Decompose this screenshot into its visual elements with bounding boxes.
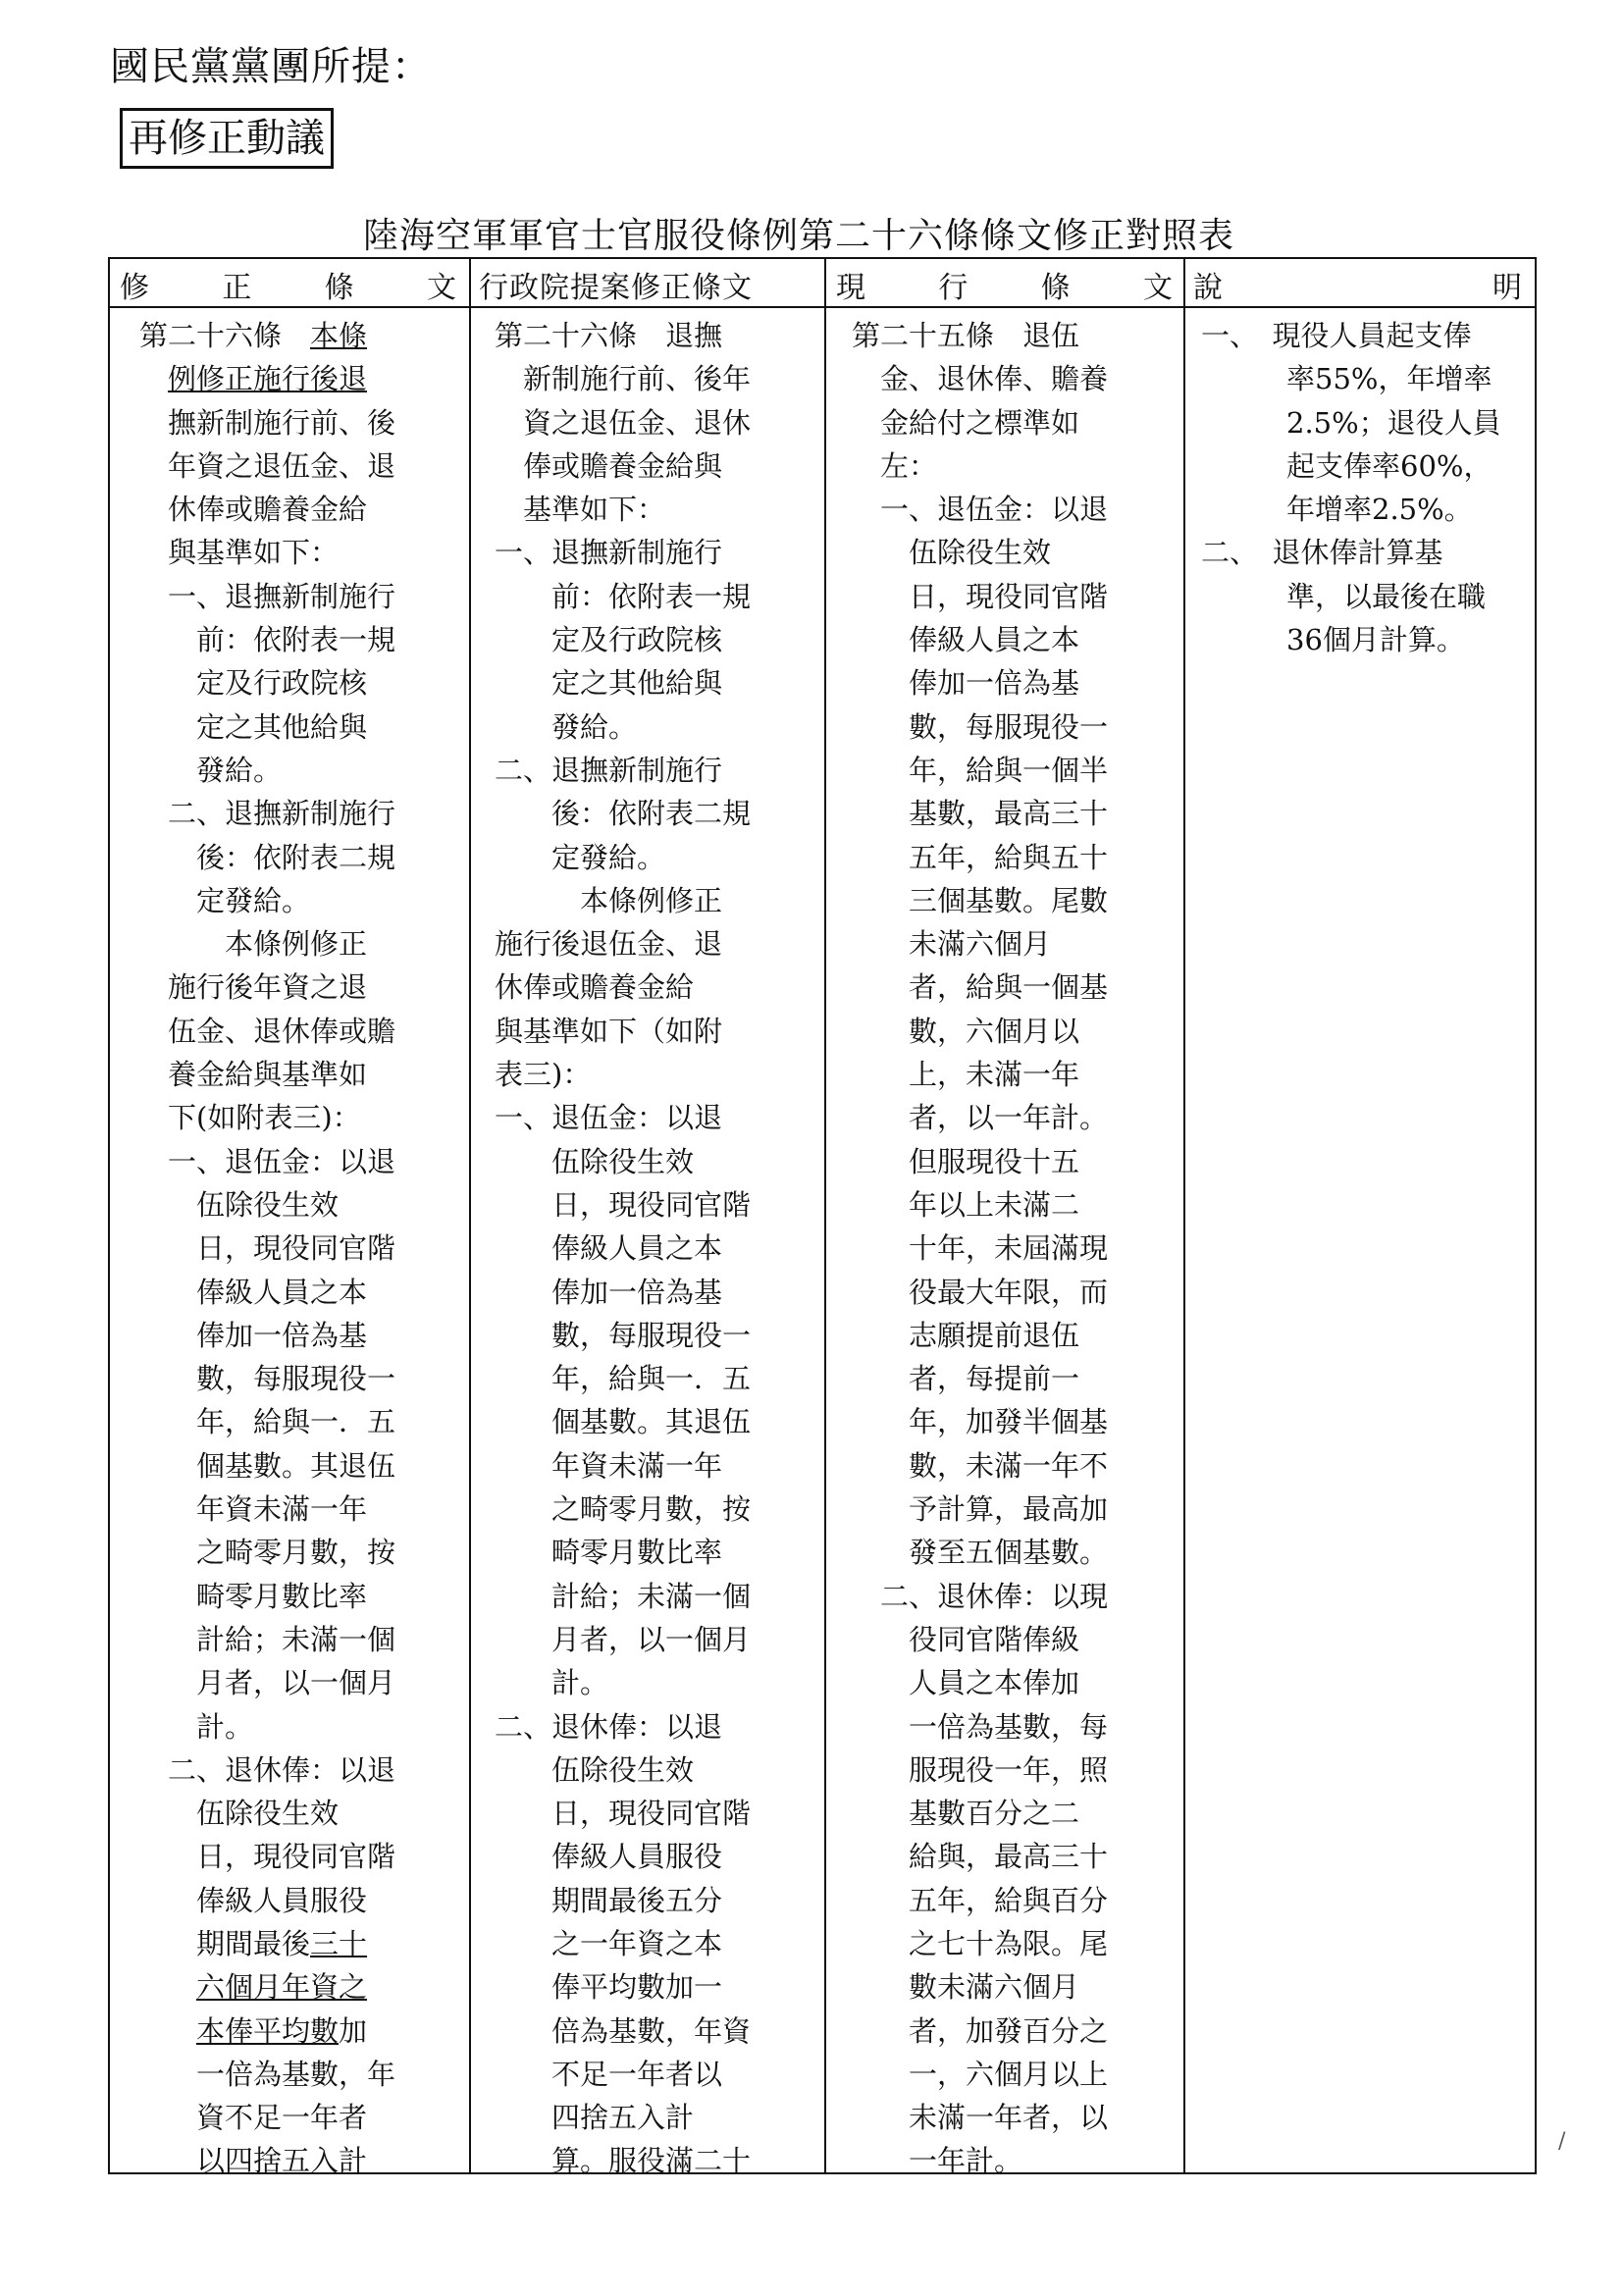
current-line: 基數，最高三十 (852, 797, 1109, 831)
explanation-line: 年增率2.5%。 (1201, 493, 1473, 527)
amended-line: 之畸零月數，按 (139, 1536, 396, 1570)
current-line: 人員之本俸加 (852, 1666, 1080, 1700)
current-line: 者，以一年計。 (852, 1101, 1109, 1135)
current-line: 俸級人員之本 (852, 623, 1080, 657)
executive-line: 畸零月數比率 (495, 1536, 723, 1570)
amended-line: 日，現役同官階 (139, 1840, 396, 1874)
amended-text-column (139, 314, 395, 2183)
amended-line: 發給。 (139, 753, 283, 787)
current-line: 服現役一年，照 (852, 1752, 1109, 1787)
amended-line: 計。 (139, 1709, 254, 1744)
executive-line: 計。 (495, 1666, 609, 1700)
current-line: 但服現役十五 (852, 1144, 1080, 1178)
executive-line: 二、退休俸：以退 (495, 1709, 723, 1744)
amended-line: 與基準如下： (139, 536, 340, 570)
header-executive: 行政院提案修正條文 (479, 271, 753, 302)
amended-line: 定之其他給與 (139, 709, 368, 744)
current-line: 給與，最高三十 (852, 1840, 1109, 1874)
header-divider (110, 306, 1535, 308)
motion-label: 再修正動議 (120, 108, 334, 169)
executive-line: 第二十六條 退撫 (495, 319, 723, 352)
column-divider (1183, 259, 1185, 2172)
current-text-column (852, 314, 1108, 2183)
header-current: 現 行 條 文 (836, 271, 1174, 302)
current-line: 上，未滿一年 (852, 1058, 1080, 1092)
amended-line: 伍除役生效 (139, 1797, 340, 1831)
current-line: 役同官階俸級 (852, 1622, 1080, 1656)
executive-line: 休俸或贍養金給 (495, 970, 695, 1005)
current-line: 一年計。 (852, 2144, 1023, 2178)
amended-line: 一、退伍金：以退 (139, 1144, 396, 1178)
executive-line: 發給。 (495, 709, 638, 744)
executive-line: 期間最後五分 (495, 1883, 723, 1917)
amended-line: 本俸平均數加 (196, 2013, 368, 2048)
amended-line: 計給；未滿一個 (139, 1622, 396, 1656)
amended-line: 年資未滿一年 (139, 1492, 368, 1527)
explanation-line: 2.5%；退役人員 (1201, 405, 1501, 440)
amended-line: 畸零月數比率 (139, 1579, 368, 1613)
current-line: 數，六個月以 (852, 1014, 1080, 1048)
amended-line: 下(如附表三)： (139, 1101, 361, 1135)
table-title: 陸海空軍軍官士官服役條例第二十六條條文修正對照表 (363, 216, 1235, 256)
amended-line: 期間最後三十 (139, 1926, 368, 1960)
executive-line: 數，每服現役一 (495, 1318, 752, 1352)
amended-line: 數，每服現役一 (139, 1362, 396, 1396)
current-line: 一，六個月以上 (852, 2057, 1109, 2091)
current-line: 役最大年限，而 (852, 1275, 1109, 1309)
current-line: 一、退伍金：以退 (852, 493, 1109, 527)
executive-line: 個基數。其退伍 (495, 1405, 752, 1439)
executive-line: 之畸零月數，按 (495, 1492, 752, 1527)
current-line: 金給付之標準如 (852, 405, 1080, 440)
current-line: 一倍為基數，每 (852, 1709, 1109, 1744)
amended-line: 例修正施行後退 (168, 362, 368, 396)
executive-line: 本條例修正 (495, 883, 723, 917)
current-line: 年，給與一個半 (852, 753, 1109, 787)
amended-line: 伍除役生效 (139, 1187, 340, 1222)
executive-line: 資之退伍金、退休 (495, 405, 752, 440)
executive-line: 計給；未滿一個 (495, 1579, 752, 1613)
amended-line: 一倍為基數，年 (139, 2057, 396, 2091)
current-line: 未滿六個月 (852, 927, 1052, 962)
amended-line: 施行後年資之退 (139, 970, 368, 1005)
current-line: 十年，未屆滿現 (852, 1231, 1109, 1266)
amended-line: 日，現役同官階 (139, 1231, 396, 1266)
amended-line: 月者，以一個月 (139, 1666, 396, 1700)
amended-line: 二、退休俸：以退 (139, 1752, 396, 1787)
executive-line: 俸平均數加一 (495, 1970, 723, 2005)
executive-line: 算。服役滿二十 (495, 2144, 752, 2178)
amended-line: 撫新制施行前、後 (139, 405, 396, 440)
executive-line: 後：依附表二規 (495, 797, 752, 831)
amended-line: 養金給與基準如 (139, 1058, 368, 1092)
executive-text-column (495, 314, 751, 2183)
executive-line: 伍除役生效 (495, 1752, 695, 1787)
current-line: 五年，給與五十 (852, 840, 1109, 874)
amended-line: 俸加一倍為基 (139, 1318, 368, 1352)
current-line: 志願提前退伍 (852, 1318, 1080, 1352)
current-line: 日，現役同官階 (852, 579, 1109, 613)
executive-line: 日，現役同官階 (495, 1187, 752, 1222)
current-line: 未滿一年者，以 (852, 2101, 1109, 2135)
executive-line: 倍為基數，年資 (495, 2013, 752, 2048)
amended-line: 一、退撫新制施行 (139, 579, 396, 613)
executive-line: 前：依附表一規 (495, 579, 752, 613)
explanation-line: 率55%，年增率 (1201, 362, 1492, 396)
executive-line: 伍除役生效 (495, 1144, 695, 1178)
current-line: 俸加一倍為基 (852, 666, 1080, 701)
current-line: 二、退休俸：以現 (852, 1579, 1109, 1613)
amended-line: 本條例修正 (139, 927, 368, 962)
amended-line: 個基數。其退伍 (139, 1448, 396, 1483)
explanation-line: 36個月計算。 (1201, 623, 1465, 657)
executive-line: 年資未滿一年 (495, 1448, 723, 1483)
current-line: 左： (852, 448, 938, 483)
current-line: 之七十為限。尾 (852, 1926, 1109, 1960)
current-line: 年，加發半個基 (852, 1405, 1109, 1439)
executive-line: 俸或贍養金給與 (495, 448, 723, 483)
current-line: 第二十五條 退伍 (852, 319, 1080, 352)
current-line: 伍除役生效 (852, 536, 1052, 570)
executive-line: 一、退撫新制施行 (495, 536, 723, 570)
executive-line: 定之其他給與 (495, 666, 723, 701)
current-line: 基數百分之二 (852, 1797, 1080, 1831)
document-caption: 國民黨黨團所提： (110, 44, 432, 89)
explanation-column (1201, 314, 1501, 661)
current-line: 五年，給與百分 (852, 1883, 1109, 1917)
executive-line: 表三)： (495, 1058, 592, 1092)
header-amended: 修 正 條 文 (120, 271, 457, 302)
executive-line: 四捨五入計 (495, 2101, 695, 2135)
amended-line: 資不足一年者 (139, 2101, 368, 2135)
amended-line: 年資之退伍金、退 (139, 448, 396, 483)
executive-line: 之一年資之本 (495, 1926, 723, 1960)
amended-line: 俸級人員服役 (139, 1883, 368, 1917)
explanation-line: 一、 現役人員起支俸 (1201, 319, 1472, 352)
executive-line: 定發給。 (495, 840, 666, 874)
executive-line: 定及行政院核 (495, 623, 723, 657)
executive-line: 一、退伍金：以退 (495, 1101, 723, 1135)
current-line: 者，給與一個基 (852, 970, 1109, 1005)
amended-line: 俸級人員之本 (139, 1275, 368, 1309)
executive-line: 與基準如下（如附 (495, 1014, 723, 1048)
executive-line: 不足一年者以 (495, 2057, 723, 2091)
executive-line: 年，給與一．五 (495, 1362, 752, 1396)
current-line: 予計算，最高加 (852, 1492, 1109, 1527)
column-divider (824, 259, 826, 2172)
executive-line: 俸級人員之本 (495, 1231, 723, 1266)
amended-line: 伍金、退休俸或贍 (139, 1014, 396, 1048)
column-divider (469, 259, 471, 2172)
comparison-table (108, 257, 1537, 2178)
amended-line: 後：依附表二規 (139, 840, 396, 874)
executive-line: 俸加一倍為基 (495, 1275, 723, 1309)
amended-line: 定及行政院核 (139, 666, 368, 701)
current-line: 三個基數。尾數 (852, 883, 1109, 917)
current-line: 數未滿六個月 (852, 1970, 1080, 2005)
header-explanation: 說 明 (1193, 271, 1523, 302)
explanation-line: 二、 退休俸計算基 (1201, 536, 1443, 570)
current-line: 年以上未滿二 (852, 1187, 1080, 1222)
current-line: 金、退休俸、贍養 (852, 362, 1109, 396)
amended-line: 年，給與一．五 (139, 1405, 396, 1439)
amended-line: 以四捨五入計 (139, 2144, 368, 2178)
executive-line: 施行後退伍金、退 (495, 927, 723, 962)
amended-line: 定發給。 (139, 883, 311, 917)
current-line: 者，加發百分之 (852, 2013, 1109, 2048)
executive-line: 月者，以一個月 (495, 1622, 752, 1656)
amended-line: 六個月年資之 (196, 1970, 368, 2005)
amended-line: 前：依附表一規 (139, 623, 396, 657)
executive-line: 日，現役同官階 (495, 1797, 752, 1831)
executive-line: 新制施行前、後年 (495, 362, 752, 396)
explanation-line: 準，以最後在職 (1201, 579, 1487, 613)
current-line: 數，未滿一年不 (852, 1448, 1109, 1483)
current-line: 者，每提前一 (852, 1362, 1080, 1396)
executive-line: 基準如下： (495, 493, 666, 527)
stray-mark: / (1558, 2129, 1566, 2154)
explanation-line: 起支俸率60%， (1201, 448, 1492, 483)
amended-line: 二、退撫新制施行 (139, 797, 396, 831)
amended-line: 第二十六條 本條 (139, 319, 368, 352)
executive-line: 俸級人員服役 (495, 1840, 723, 1874)
current-line: 數，每服現役一 (852, 709, 1109, 744)
amended-line: 休俸或贍養金給 (139, 493, 368, 527)
current-line: 發至五個基數。 (852, 1536, 1109, 1570)
executive-line: 二、退撫新制施行 (495, 753, 723, 787)
